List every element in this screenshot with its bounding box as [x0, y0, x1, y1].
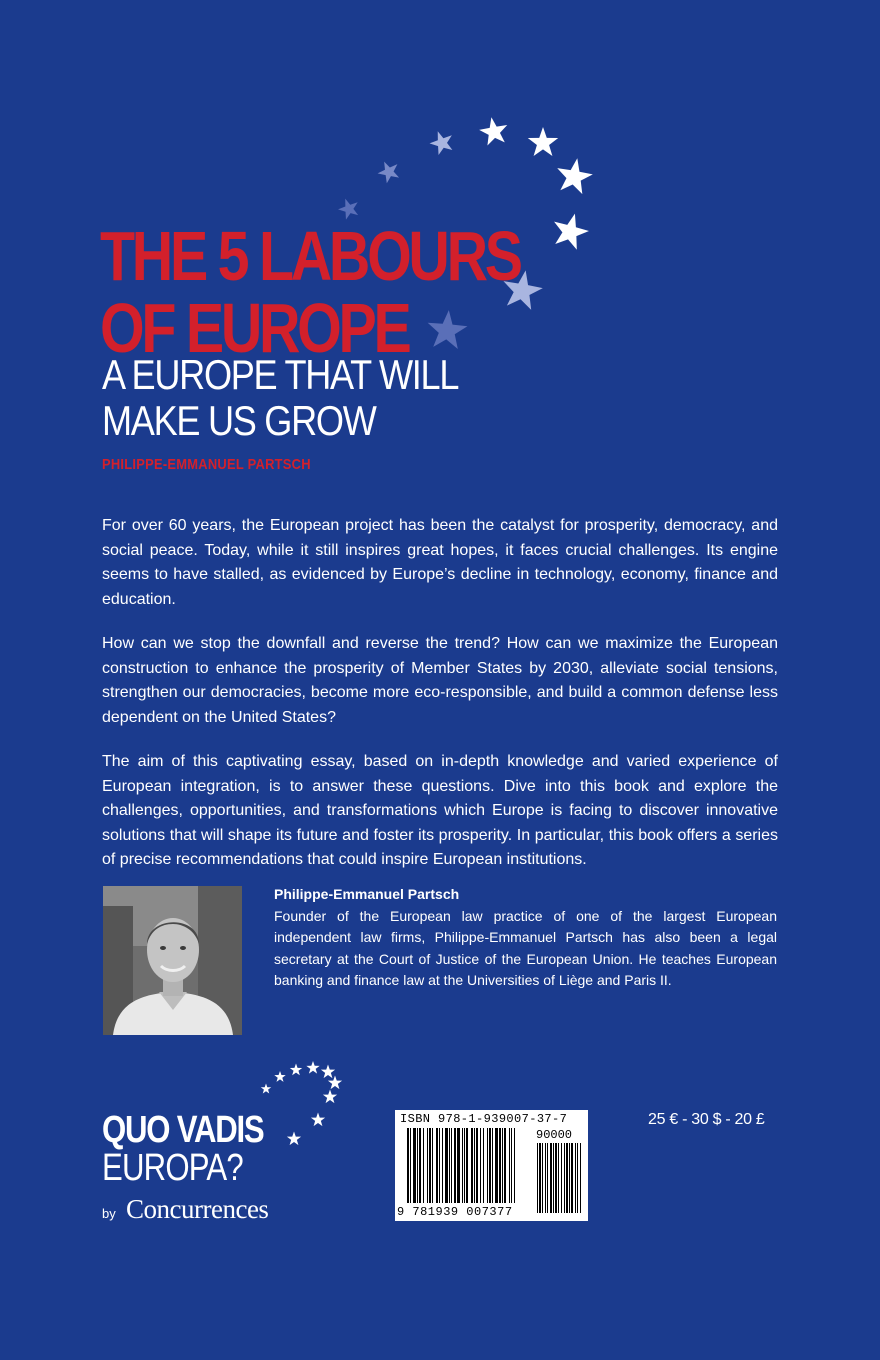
barcode-bar [511, 1128, 512, 1203]
barcode-bar [410, 1128, 411, 1203]
barcode-bar [451, 1128, 452, 1203]
barcode-addon-bar [558, 1143, 559, 1213]
author-photo [103, 886, 242, 1035]
star-icon [306, 1061, 319, 1074]
barcode-addon-bar [564, 1143, 565, 1213]
star-icon [549, 209, 593, 252]
barcode-bar [489, 1128, 491, 1203]
star-icon [321, 1065, 335, 1079]
star-icon [374, 157, 403, 185]
star-icon [274, 1071, 285, 1082]
blurb [102, 514, 778, 893]
barcode-addon-bar [569, 1143, 570, 1213]
barcode-bar [466, 1128, 468, 1203]
barcode-addon-bar [553, 1143, 554, 1213]
star-icon [427, 127, 457, 156]
barcode-addon-bar [575, 1143, 576, 1213]
barcode-digits: 9 781939 007377 [397, 1205, 513, 1219]
price-label: 25 € - 30 $ - 20 £ [648, 1111, 765, 1128]
barcode-bar [471, 1128, 473, 1203]
barcode-addon-bar [571, 1143, 573, 1213]
star-icon [261, 1084, 271, 1094]
barcode-addon-bar [550, 1143, 552, 1213]
barcode-bar [480, 1128, 481, 1203]
barcode-bar [474, 1128, 475, 1203]
barcode-bar [499, 1128, 501, 1203]
series-name-line-1: QUO VADIS [102, 1109, 264, 1151]
barcode-bar [514, 1128, 515, 1203]
price-code: 90000 [536, 1128, 573, 1142]
barcode-addon-bar [577, 1143, 578, 1213]
star-icon [311, 1113, 325, 1127]
barcode-bar [436, 1128, 438, 1203]
barcode-bar [509, 1128, 510, 1203]
barcode-bar [487, 1128, 488, 1203]
barcode-bar [504, 1128, 506, 1203]
barcode-addon-bar [542, 1143, 543, 1213]
barcode-bar [432, 1128, 433, 1203]
barcode-addon-bar [555, 1143, 557, 1213]
subtitle-line-2: MAKE US GROW [102, 397, 376, 444]
barcode-addon-bar [539, 1143, 541, 1213]
barcode-addon-bar [580, 1143, 581, 1213]
barcode-bar [427, 1128, 428, 1203]
star-icon [477, 115, 510, 147]
publisher-by: by [102, 1206, 116, 1221]
barcode-addon-bar [545, 1143, 546, 1213]
star-icon [290, 1064, 302, 1076]
publisher-brand: Concurrences [126, 1194, 269, 1224]
barcode-bar [445, 1128, 448, 1203]
barcode-bar [449, 1128, 450, 1203]
publisher-logo [100, 1060, 350, 1230]
blurb-paragraph: How can we stop the downfall and reverse the trend? How can we maximize the European construction to enhance the prosperity of Member States by 2030, alleviate social tensions, strengthen our democracies, become more eco-responsible, and build a common defense less dependent on the United States? [102, 635, 778, 726]
barcode-bar [492, 1128, 493, 1203]
barcode-addon-bar [547, 1143, 548, 1213]
barcode-addon-bar [537, 1143, 538, 1213]
barcode-bar [419, 1128, 421, 1203]
barcode-bar [457, 1128, 460, 1203]
barcode-bar [423, 1128, 424, 1203]
barcode-addon-bar [566, 1143, 568, 1213]
star-icon [528, 127, 558, 156]
barcode-bar [442, 1128, 443, 1203]
isbn-label: ISBN 978-1-939007-37-7 [400, 1112, 568, 1126]
title-line-1: THE 5 LABOURS [100, 217, 520, 295]
subtitle-line-1: A EUROPE THAT WILL [102, 351, 459, 398]
barcode-bar [407, 1128, 409, 1203]
barcode-bar [429, 1128, 431, 1203]
star-icon [323, 1090, 337, 1104]
barcode-bar [439, 1128, 440, 1203]
author-name: Philippe-Emmanuel Partsch [274, 886, 460, 902]
book-subtitle [102, 352, 458, 444]
barcode-bar [476, 1128, 478, 1203]
author-bio-text: Founder of the European law practice of one of the largest European independent law firms, Philippe-Emmanuel Partsch has also been a legal secretary at the Court of Justice of the European Union. He teaches European banking and finance law at the Universities of Liège and Paris II. [274, 907, 777, 988]
barcode-bar [483, 1128, 484, 1203]
title-line-2: OF EUROPE [100, 289, 409, 367]
author-heading: PHILIPPE-EMMANUEL PARTSCH [102, 456, 311, 473]
barcode-bar [495, 1128, 498, 1203]
isbn-barcode [395, 1110, 588, 1221]
star-icon [554, 155, 596, 195]
barcode-bar [413, 1128, 416, 1203]
book-title [100, 217, 520, 367]
barcode-bar [454, 1128, 456, 1203]
barcode-bar [462, 1128, 463, 1203]
series-name-line-2: EUROPA? [102, 1147, 243, 1189]
blurb-paragraph: For over 60 years, the European project has been the catalyst for prosperity, democracy, and social peace. Today, while it still inspires great hopes, it faces crucial challenges. Its engine seems to have stalled, as evidenced by Europe’s decline in technology, economy, finance and education. [102, 517, 778, 608]
star-icon [287, 1132, 301, 1146]
author-bio [274, 884, 777, 992]
barcode-bar [464, 1128, 465, 1203]
barcode-addon-bar [561, 1143, 562, 1213]
barcode-bar [502, 1128, 503, 1203]
blurb-paragraph: The aim of this captivating essay, based on in-depth knowledge and varied experience of European integration, is to answer these questions. Dive into this book and explore the challenges, opportunities, and transformations which Europe is facing to discover innovative solutions that will shape its future and foster its prosperity. In particular, this book offers a series of precise recommendations that could inspire European institutions. [102, 753, 778, 868]
barcode-bar [417, 1128, 418, 1203]
star-icon [328, 1076, 342, 1090]
